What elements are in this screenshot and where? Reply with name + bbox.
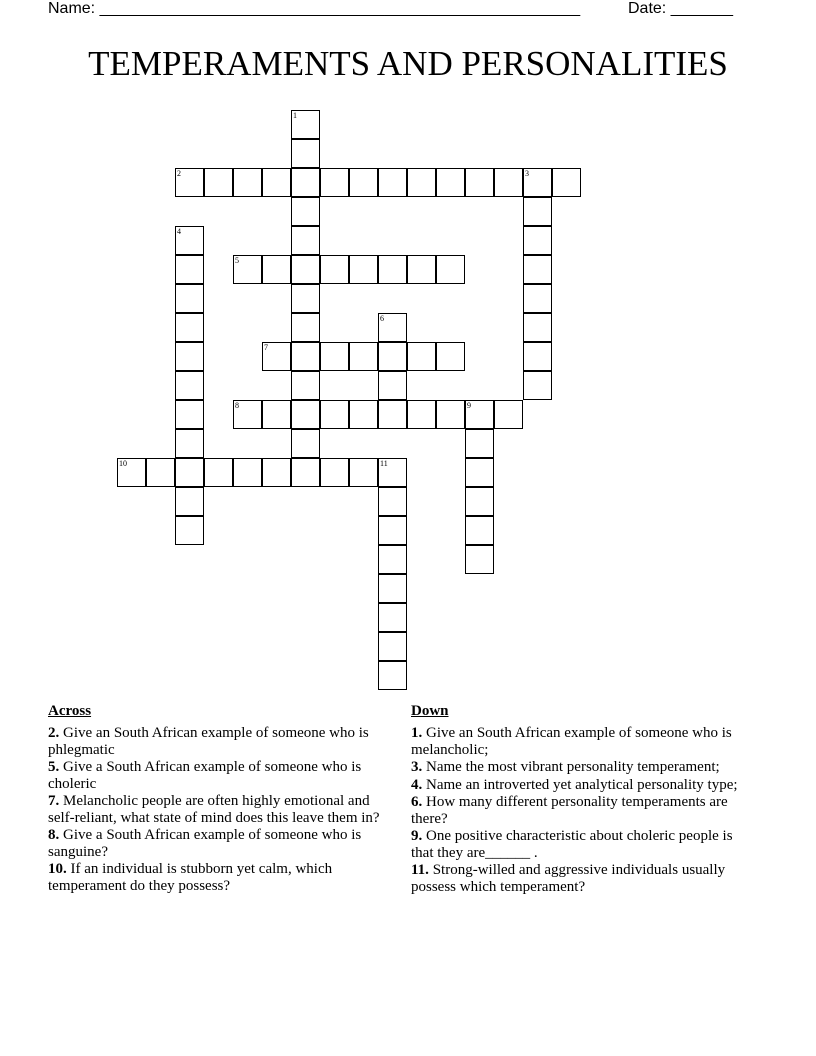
across-clue xyxy=(48,793,398,826)
clue-number: 2. xyxy=(48,725,60,741)
grid-cell[interactable] xyxy=(233,458,262,487)
clue-text: One positive characteristic about choleric people is that they are______ . xyxy=(411,828,733,861)
grid-cell[interactable] xyxy=(291,400,320,429)
clue-number: 2 xyxy=(177,169,181,178)
clue-number: 1. xyxy=(411,725,423,741)
clue-number: 10 xyxy=(119,459,127,468)
clue-number: 4. xyxy=(411,776,423,793)
grid-cell[interactable] xyxy=(349,342,378,371)
down-clue xyxy=(411,725,756,758)
grid-cell[interactable] xyxy=(175,516,204,545)
clue-number: 3. xyxy=(411,759,423,775)
grid-cell[interactable] xyxy=(378,400,407,429)
grid-cell[interactable] xyxy=(175,284,204,313)
grid-cell[interactable] xyxy=(291,342,320,371)
grid-cell[interactable] xyxy=(175,226,204,255)
grid-cell[interactable] xyxy=(465,545,494,574)
grid-cell[interactable] xyxy=(320,255,349,284)
across-clue-list xyxy=(48,725,398,894)
grid-cell[interactable] xyxy=(494,400,523,429)
down-clue-list xyxy=(411,725,756,895)
clue-text: Give a South African example of someone who is choleric xyxy=(48,759,362,792)
across-heading: Across xyxy=(48,703,92,719)
clue-number: 6 xyxy=(380,314,384,323)
clue-number: 8. xyxy=(48,827,60,843)
grid-cell[interactable] xyxy=(349,458,378,487)
grid-cell[interactable] xyxy=(378,661,407,690)
clue-text: Strong-willed and aggressive individuals usually possess which temperament? xyxy=(411,862,726,895)
grid-cell[interactable] xyxy=(233,400,262,429)
across-clue xyxy=(48,725,398,758)
grid-cell[interactable] xyxy=(204,168,233,197)
grid-cell[interactable] xyxy=(465,429,494,458)
across-clue xyxy=(48,861,398,894)
grid-cell[interactable] xyxy=(378,458,407,487)
grid-cell[interactable] xyxy=(436,168,465,197)
clue-number: 9. xyxy=(411,828,423,844)
clue-number: 1 xyxy=(293,111,297,120)
grid-cell[interactable] xyxy=(291,110,320,139)
grid-cell[interactable] xyxy=(262,400,291,429)
grid-cell[interactable] xyxy=(465,458,494,487)
grid-cell[interactable] xyxy=(523,342,552,371)
grid-cell[interactable] xyxy=(204,458,233,487)
grid-cell[interactable] xyxy=(465,400,494,429)
grid-cell[interactable] xyxy=(523,313,552,342)
clue-number: 7. xyxy=(48,793,60,809)
grid-cell[interactable] xyxy=(175,168,204,197)
grid-cell[interactable] xyxy=(378,545,407,574)
clue-text: Melancholic people are often highly emotional and self-reliant, what state of mind does this leave them in? xyxy=(48,793,380,826)
grid-cell[interactable] xyxy=(523,255,552,284)
down-clue xyxy=(411,862,756,895)
down-clues xyxy=(411,703,756,896)
grid-cell[interactable] xyxy=(291,284,320,313)
grid-cell[interactable] xyxy=(291,168,320,197)
grid-cell[interactable] xyxy=(552,168,581,197)
grid-cell[interactable] xyxy=(465,168,494,197)
grid-cell[interactable] xyxy=(262,458,291,487)
clue-text: Give a South African example of someone who is sanguine? xyxy=(48,827,362,860)
grid-cell[interactable] xyxy=(494,168,523,197)
grid-cell[interactable] xyxy=(378,313,407,342)
grid-cell[interactable] xyxy=(378,603,407,632)
grid-cell[interactable] xyxy=(378,487,407,516)
grid-cell[interactable] xyxy=(320,342,349,371)
clue-text: Name the most vibrant personality temperament; xyxy=(422,759,720,775)
across-clue xyxy=(48,827,398,860)
grid-cell[interactable] xyxy=(291,139,320,168)
grid-cell[interactable] xyxy=(523,168,552,197)
across-clues xyxy=(48,703,398,895)
clue-text: Give an South African example of someone who is melancholic; xyxy=(411,725,732,758)
grid-cell[interactable] xyxy=(465,487,494,516)
grid-cell[interactable] xyxy=(175,371,204,400)
down-clue xyxy=(411,828,756,861)
grid-cell[interactable] xyxy=(378,342,407,371)
grid-cell[interactable] xyxy=(146,458,175,487)
date-field-label[interactable]: Date: _______ xyxy=(628,0,733,17)
grid-cell[interactable] xyxy=(349,168,378,197)
down-clue xyxy=(411,777,756,794)
grid-cell[interactable] xyxy=(378,632,407,661)
grid-cell[interactable] xyxy=(233,168,262,197)
grid-cell[interactable] xyxy=(291,255,320,284)
grid-cell[interactable] xyxy=(262,342,291,371)
grid-cell[interactable] xyxy=(407,168,436,197)
grid-cell[interactable] xyxy=(262,255,291,284)
grid-cell[interactable] xyxy=(175,458,204,487)
grid-cell[interactable] xyxy=(320,168,349,197)
grid-cell[interactable] xyxy=(465,516,494,545)
grid-cell[interactable] xyxy=(291,458,320,487)
grid-cell[interactable] xyxy=(175,313,204,342)
grid-cell[interactable] xyxy=(291,371,320,400)
grid-cell[interactable] xyxy=(291,226,320,255)
grid-cell[interactable] xyxy=(349,400,378,429)
name-field-label[interactable]: Name: ______________________________________________________ xyxy=(48,0,581,17)
grid-cell[interactable] xyxy=(175,487,204,516)
down-clue xyxy=(411,794,756,827)
grid-cell[interactable] xyxy=(291,197,320,226)
clue-number: 9 xyxy=(467,401,471,410)
grid-cell[interactable] xyxy=(291,313,320,342)
clue-number: 11 xyxy=(380,459,388,468)
clue-text: Name an introverted yet analytical personality type; xyxy=(422,776,738,793)
clue-number: 11. xyxy=(411,862,429,878)
clue-number: 7 xyxy=(264,343,268,352)
grid-cell[interactable] xyxy=(291,429,320,458)
grid-cell[interactable] xyxy=(175,255,204,284)
grid-cell[interactable] xyxy=(523,284,552,313)
grid-cell[interactable] xyxy=(233,255,262,284)
grid-cell[interactable] xyxy=(407,342,436,371)
grid-cell[interactable] xyxy=(436,342,465,371)
clue-number: 5 xyxy=(235,256,239,265)
grid-cell[interactable] xyxy=(523,371,552,400)
clue-text: Give an South African example of someone who is phlegmatic xyxy=(48,725,369,758)
grid-cell[interactable] xyxy=(349,255,378,284)
clue-text: If an individual is stubborn yet calm, which temperament do they possess? xyxy=(48,861,333,894)
grid-cell[interactable] xyxy=(523,197,552,226)
down-clue xyxy=(411,759,756,776)
grid-cell[interactable] xyxy=(320,400,349,429)
grid-cell[interactable] xyxy=(320,458,349,487)
grid-cell[interactable] xyxy=(175,429,204,458)
clue-number: 6. xyxy=(411,794,423,810)
grid-cell[interactable] xyxy=(175,342,204,371)
down-heading: Down xyxy=(411,703,449,719)
grid-cell[interactable] xyxy=(407,400,436,429)
grid-cell[interactable] xyxy=(407,255,436,284)
grid-cell[interactable] xyxy=(175,400,204,429)
grid-cell[interactable] xyxy=(378,371,407,400)
page-title: TEMPERAMENTS AND PERSONALITIES xyxy=(88,44,728,83)
grid-cell[interactable] xyxy=(378,255,407,284)
clue-number: 10. xyxy=(48,861,67,877)
grid-cell[interactable] xyxy=(378,168,407,197)
clue-number: 8 xyxy=(235,401,239,410)
clue-number: 4 xyxy=(177,227,181,236)
grid-cell[interactable] xyxy=(378,516,407,545)
grid-cell[interactable] xyxy=(117,458,146,487)
grid-cell[interactable] xyxy=(378,574,407,603)
clue-number: 3 xyxy=(525,169,529,178)
grid-cell[interactable] xyxy=(523,226,552,255)
across-clue xyxy=(48,759,398,792)
grid-cell[interactable] xyxy=(436,255,465,284)
clue-number: 5. xyxy=(48,759,60,775)
grid-cell[interactable] xyxy=(262,168,291,197)
clue-text: How many different personality temperaments are there? xyxy=(411,794,728,827)
grid-cell[interactable] xyxy=(436,400,465,429)
